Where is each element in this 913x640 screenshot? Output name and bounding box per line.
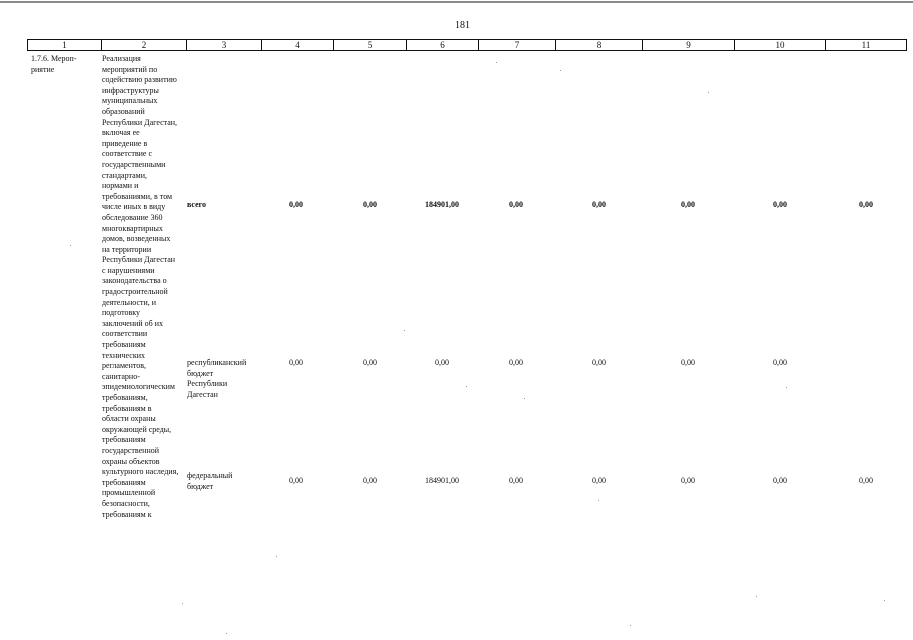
scan-speck bbox=[182, 603, 183, 604]
source-label-line: Республики bbox=[187, 379, 228, 389]
page-number: 181 bbox=[455, 20, 470, 31]
header-col-8: 8 bbox=[555, 39, 642, 51]
measure-code-line: 1.7.6. Мероп- bbox=[31, 54, 77, 63]
description-line: окружающей среды, bbox=[102, 424, 172, 434]
federal-value-col-4: 0,00 bbox=[289, 476, 303, 485]
description-line: требованиями, в том bbox=[102, 191, 173, 201]
description-line: образований bbox=[102, 106, 145, 116]
description-line: многоквартирных bbox=[102, 223, 163, 233]
source-total-label bbox=[187, 200, 206, 211]
header-col-7: 7 bbox=[478, 39, 555, 51]
description-line: градостроительной bbox=[102, 287, 168, 297]
description-line: заключений об их bbox=[102, 318, 164, 328]
description-line: требованиям, bbox=[102, 393, 148, 402]
scan-speck bbox=[630, 625, 631, 626]
header-col-2: 2 bbox=[101, 39, 186, 51]
scan-speck bbox=[466, 386, 467, 387]
header-col-6: 6 bbox=[406, 39, 478, 51]
description-line: санитарно- bbox=[102, 371, 140, 381]
description-line: требованиям bbox=[102, 477, 146, 487]
source-label-line: бюджет bbox=[187, 481, 214, 491]
header-col-4: 4 bbox=[261, 39, 333, 51]
scan-speck bbox=[560, 70, 561, 71]
description-line: требованиям bbox=[102, 340, 146, 350]
description-line: Республики Дагестан bbox=[102, 255, 176, 265]
description-line: эпидемиологическим bbox=[102, 382, 175, 392]
total-value-col-4: 0,00 bbox=[289, 200, 303, 209]
description-line: безопасности, bbox=[102, 498, 150, 508]
source-label-line: всего bbox=[187, 200, 207, 209]
federal-value-col-6: 184901,00 bbox=[425, 476, 459, 485]
description-line: государственными bbox=[102, 159, 166, 169]
total-value-col-9: 0,00 bbox=[681, 200, 695, 209]
source-republic-label bbox=[187, 358, 246, 400]
federal-value-col-10: 0,00 bbox=[773, 476, 787, 485]
scan-speck bbox=[884, 600, 885, 601]
description-line: с нарушениями bbox=[102, 265, 155, 275]
description-line: Реализация bbox=[102, 54, 141, 63]
republic-value-col-9: 0,00 bbox=[681, 358, 695, 367]
measure-code bbox=[31, 54, 77, 75]
description-line: требованиям bbox=[102, 435, 146, 445]
federal-value-col-9: 0,00 bbox=[681, 476, 695, 485]
description-line: муниципальных bbox=[102, 96, 158, 106]
header-col-1: 1 bbox=[27, 39, 101, 51]
description-line: на территории bbox=[102, 244, 152, 254]
source-federal-label bbox=[187, 471, 232, 492]
scan-speck bbox=[496, 62, 497, 63]
description-line: государственной bbox=[102, 445, 160, 455]
description-line: охраны объектов bbox=[102, 456, 160, 466]
description-line: промышленной bbox=[102, 488, 156, 498]
republic-value-col-7: 0,00 bbox=[509, 358, 523, 367]
source-label-line: бюджет bbox=[187, 368, 214, 378]
republic-value-col-6: 0,00 bbox=[435, 358, 449, 367]
header-col-10: 10 bbox=[734, 39, 825, 51]
description-line: содействию развитию bbox=[102, 75, 177, 85]
total-value-col-7: 0,00 bbox=[509, 200, 523, 209]
description-line: регламентов, bbox=[102, 361, 147, 371]
federal-value-col-7: 0,00 bbox=[509, 476, 523, 485]
scan-top-edge bbox=[0, 1, 913, 3]
description-line: технических bbox=[102, 350, 145, 360]
scan-speck bbox=[708, 92, 709, 93]
scan-speck bbox=[524, 398, 525, 399]
total-value-col-5: 0,00 bbox=[363, 200, 377, 209]
header-col-9: 9 bbox=[642, 39, 734, 51]
republic-value-col-8: 0,00 bbox=[592, 358, 606, 367]
total-value-col-10: 0,00 bbox=[773, 200, 787, 209]
source-label-line: федеральный bbox=[187, 471, 233, 480]
header-col-5: 5 bbox=[333, 39, 406, 51]
source-label-line: республиканский bbox=[187, 358, 247, 367]
description-line: домов, возведенных bbox=[102, 234, 171, 244]
description-line: обследование 360 bbox=[102, 212, 163, 222]
description-line: Республики Дагестан, bbox=[102, 117, 178, 127]
description-line: числе иных в виду bbox=[102, 202, 166, 212]
scan-speck bbox=[226, 633, 227, 634]
federal-value-col-11: 0,00 bbox=[859, 476, 873, 485]
scan-speck bbox=[404, 330, 405, 331]
description-line: требованиям в bbox=[102, 403, 152, 413]
description-line: требованиям к bbox=[102, 509, 152, 519]
measure-description bbox=[102, 54, 178, 520]
total-value-col-6: 184901,00 bbox=[425, 200, 459, 209]
description-line: соответствие с bbox=[102, 149, 153, 159]
scan-speck bbox=[756, 596, 757, 597]
description-line: приведение в bbox=[102, 138, 148, 148]
description-line: мероприятий по bbox=[102, 64, 158, 74]
scan-speck bbox=[276, 556, 277, 557]
description-line: соответствии bbox=[102, 329, 148, 339]
description-line: законодательства о bbox=[102, 276, 167, 286]
description-line: стандартами, bbox=[102, 170, 147, 180]
scan-speck bbox=[598, 500, 599, 501]
republic-value-col-4: 0,00 bbox=[289, 358, 303, 367]
description-line: культурного наследия, bbox=[102, 467, 179, 477]
measure-code-line: риятие bbox=[31, 64, 55, 74]
header-col-11: 11 bbox=[825, 39, 907, 51]
scan-speck bbox=[786, 387, 787, 388]
description-line: области охраны bbox=[102, 414, 156, 424]
description-line: включая ее bbox=[102, 128, 140, 138]
scan-speck bbox=[70, 245, 71, 246]
source-label-line: Дагестан bbox=[187, 389, 218, 399]
description-line: деятельности, и bbox=[102, 297, 157, 307]
federal-value-col-5: 0,00 bbox=[363, 476, 377, 485]
description-line: подготовку bbox=[102, 308, 141, 318]
header-col-3: 3 bbox=[186, 39, 261, 51]
total-value-col-11: 0,00 bbox=[859, 200, 873, 209]
description-line: нормами и bbox=[102, 181, 139, 191]
description-line: инфраструктуры bbox=[102, 85, 159, 95]
republic-value-col-10: 0,00 bbox=[773, 358, 787, 367]
republic-value-col-5: 0,00 bbox=[363, 358, 377, 367]
federal-value-col-8: 0,00 bbox=[592, 476, 606, 485]
total-value-col-8: 0,00 bbox=[592, 200, 606, 209]
